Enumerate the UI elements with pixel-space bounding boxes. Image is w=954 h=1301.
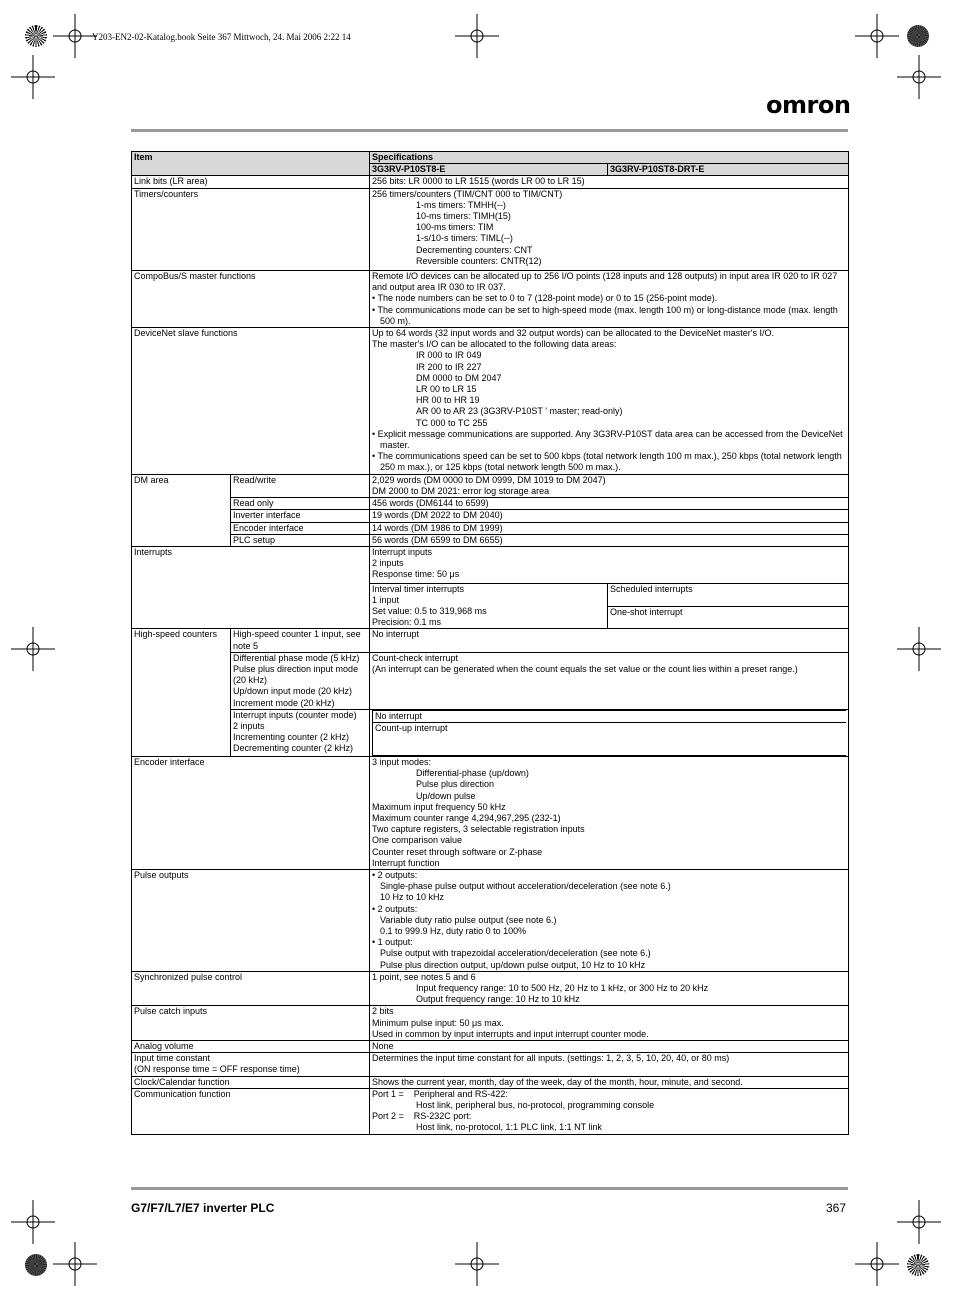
row-value: Determines the input time constant for all inputs. (settings: 1, 2, 3, 5, 10, 20, 40, or 80 ms) [370,1053,849,1076]
table-row [132,869,849,971]
text-line: The master's I/O can be allocated to the following data areas: [372,339,617,350]
row-value [370,583,608,629]
text-line: 0.1 to 999.9 Hz, duty ratio 0 to 100% [380,926,527,936]
text-line: Differential-phase (up/down) [416,768,529,779]
footer-rule [131,1187,848,1190]
table-row [132,188,849,270]
col-model-1: 3G3RV-P10ST8-E [370,164,608,176]
spec-table [131,151,849,1135]
row-value [370,474,849,497]
text-line: 1 point, see notes 5 and 6 [372,971,476,982]
table-row [132,1053,849,1076]
text-line: Interval timer interrupts [372,583,465,594]
text-line: 2 bits [372,1006,394,1017]
text-line: IR 000 to IR 049 [416,350,482,361]
table-row [132,176,849,188]
text-line: Port 2 = RS-232C port: [372,1111,472,1122]
table-row [132,271,849,328]
row-value [370,1006,849,1041]
row-value [370,756,849,869]
text-line: 3 input modes: [372,756,432,767]
table-header-row [132,152,849,164]
row-label: Timers/counters [132,188,370,270]
bullet-item: • 2 outputs: [372,904,846,915]
sub-label: Read only [231,498,370,510]
row-value: 256 bits: LR 0000 to LR 1515 (words LR 00 to LR 15) [370,176,849,188]
sub-label: PLC setup [231,534,370,546]
text-line: 1 input [372,594,400,605]
text-line: Host link, no-protocol, 1:1 PLC link, 1:1 NT link [416,1122,602,1133]
text-line: Maximum input frequency 50 kHz [372,801,506,812]
row-value: Shows the current year, month, day of the week, day of the month, hour, minute, and second. [370,1076,849,1088]
row-value [370,971,849,1006]
bullet-item: • The communications speed can be set to 500 kbps (total network length 100 m max.), 250 kbps (total network length 250 m max.), or 125 kbps (total network length 500 m max.). [372,451,846,473]
sub-label: High-speed counter 1 input, see note 5 [231,629,370,652]
header-rule [131,129,848,132]
row-label: Clock/Calendar function [132,1076,370,1088]
text-line: 2 inputs [233,720,265,731]
text-line: Used in common by input interrupts and input interrupt counter mode. [372,1028,649,1039]
text-line: 1-s/10-s timers: TIML(--) [416,233,513,244]
bullet-item: • The communications mode can be set to high-speed mode (max. length 100 m) or long-distance mode (max. length 500 m). [372,305,846,327]
table-row [132,1076,849,1088]
text-line: 1-ms timers: TMHH(--) [416,199,506,210]
text-line: Up/down pulse [416,790,476,801]
text-line: Increment mode (20 kHz) [233,697,335,708]
text-line: No interrupt [373,710,847,722]
text-line: Input time constant [134,1053,211,1064]
row-value [370,1088,849,1134]
table-row [132,522,849,534]
row-value: 56 words (DM 6599 to DM 6655) [370,534,849,546]
text-line: 256 timers/counters (TIM/CNT 000 to TIM/CNT) [372,188,563,199]
row-value: No interrupt [370,629,849,652]
text-line: Variable duty ratio pulse output (see note 6.) [380,914,557,925]
footer-title: G7/F7/L7/E7 inverter PLC [131,1201,275,1215]
col-model-2: 3G3RV-P10ST8-DRT-E [608,164,849,176]
row-label [132,1053,370,1076]
row-value: Scheduled interrupts [608,583,849,606]
text-line: 10 Hz to 10 kHz [380,892,445,903]
sub-label: Read/write [231,474,370,497]
text-line: Differential phase mode (5 kHz) [233,652,360,663]
text-line: Maximum counter range 4,294,967,295 (232-1) [372,812,561,823]
text-line: Counter reset through software or Z-phase [372,846,543,857]
color-target-icon [25,25,47,47]
text-line: Input frequency range: 10 to 500 Hz, 20 Hz to 1 kHz, or 300 Hz to 20 kHz [416,983,709,994]
text-line: Up/down input mode (20 kHz) [233,686,353,697]
row-value [370,328,849,475]
row-label: DeviceNet slave functions [132,328,370,475]
row-value: 19 words (DM 2022 to DM 2040) [370,510,849,522]
bullet-item: • The node numbers can be set to 0 to 7 (128-point mode) or 0 to 15 (256-point mode). [372,293,846,304]
text-line: Up to 64 words (32 input words and 32 output words) can be allocated to the DeviceNet master's I/O. [372,328,774,339]
bullet-item: • 1 output: [372,937,846,948]
row-label: Encoder interface [132,756,370,869]
table-row [132,1088,849,1134]
text-line: 2 inputs [372,558,404,569]
text-line: 100-ms timers: TIM [416,222,494,233]
text-line: Pulse plus direction input mode (20 kHz) [233,663,359,686]
table-row [132,652,849,709]
text-line: 2,029 words (DM 0000 to DM 0999, DM 1019 to DM 2047) [372,474,606,485]
text-line: Response time: 50 μs [372,569,460,580]
text-line: DM 2000 to DM 2021: error log storage area [372,485,550,496]
text-line: (ON response time = OFF response time) [134,1064,300,1075]
book-note: Y203-EN2-02-Katalog.book Seite 367 Mittwoch, 24. Mai 2006 2:22 14 [92,32,351,42]
row-value [370,271,849,328]
row-label: Link bits (LR area) [132,176,370,188]
row-value: One-shot interrupt [608,606,849,629]
table-row [132,756,849,869]
row-label: Pulse outputs [132,869,370,971]
sub-label [231,709,370,756]
table-row [132,709,849,756]
bullet-item: • 2 outputs: [372,870,846,881]
col-item: Item [132,152,370,176]
table-row [132,1006,849,1041]
text-line: Host link, peripheral bus, no-protocol, programming console [416,1100,655,1111]
sub-label [231,652,370,709]
row-value [370,546,849,583]
row-value: 14 words (DM 1986 to DM 1999) [370,522,849,534]
text-line: Count-up interrupt [373,722,847,755]
row-label: CompoBus/S master functions [132,271,370,328]
text-line: Port 1 = Peripheral and RS-422: [372,1088,508,1099]
text-line: Two capture registers, 3 selectable registration inputs [372,824,585,835]
text-line: LR 00 to LR 15 [416,384,477,395]
table-row [132,629,849,652]
table-row [132,474,849,497]
row-value [370,188,849,270]
text-line: Incrementing counter (2 kHz) [233,732,350,743]
text-line: Set value: 0.5 to 319,968 ms [372,605,487,616]
table-row [132,534,849,546]
text-line: AR 00 to AR 23 (3G3RV-P10ST ' master; read-only) [416,406,623,417]
row-label: Analog volume [132,1041,370,1053]
table-row [132,971,849,1006]
text-line: Output frequency range: 10 Hz to 10 kHz [416,994,580,1005]
text-line: 10-ms timers: TIMH(15) [416,211,511,222]
row-label: Synchronized pulse control [132,971,370,1006]
text-line: Interrupt inputs [372,546,433,557]
text-line: Decrementing counters: CNT [416,244,533,255]
text-line: Pulse plus direction [416,779,495,790]
row-value [370,709,849,756]
omron-logo: omron [766,91,851,119]
table-row [132,498,849,510]
nested-table [372,710,846,756]
text-line: Interrupt function [372,857,440,868]
row-label: Pulse catch inputs [132,1006,370,1041]
table-row [132,510,849,522]
bullet-item: • Explicit message communications are supported. Any 3G3RV-P10ST data area can be accessed from the DeviceNet master. [372,429,846,451]
table-row [132,546,849,583]
sub-label: Inverter interface [231,510,370,522]
text-line: Precision: 0.1 ms [372,617,442,628]
page-number: 367 [826,1201,847,1215]
sub-label: Encoder interface [231,522,370,534]
table-row [132,328,849,475]
color-target-icon [907,1254,929,1276]
text-line: Decrementing counter (2 kHz) [233,743,354,754]
text-line: HR 00 to HR 19 [416,395,480,406]
row-value [370,652,849,709]
text-line: Count-check interrupt [372,652,459,663]
row-label: DM area [132,474,231,546]
table-row [132,1041,849,1053]
text-line: Pulse output with trapezoidal acceleration/deceleration (see note 6.) [380,948,651,959]
text-line: IR 200 to IR 227 [416,361,482,372]
col-specs: Specifications [370,152,849,164]
text-line: Minimum pulse input: 50 μs max. [372,1017,504,1028]
row-label: High-speed counters [132,629,231,757]
color-target-icon [25,1254,47,1276]
text-line: One comparison value [372,835,463,846]
text-line: Pulse plus direction output, up/down pulse output, 10 Hz to 10 kHz [380,959,646,970]
text-line: Single-phase pulse output without acceleration/deceleration (see note 6.) [380,881,671,892]
color-target-icon [907,25,929,47]
text-line: Interrupt inputs (counter mode) [233,709,357,720]
text-line: TC 000 to TC 255 [416,417,488,428]
row-label: Communication function [132,1088,370,1134]
row-label: Interrupts [132,546,370,628]
text-line: (An interrupt can be generated when the count equals the set value or the count lies within a preset range.) [372,663,798,674]
row-value: 456 words (DM6144 to 6599) [370,498,849,510]
row-value: None [370,1041,849,1053]
text-line: Reversible counters: CNTR(12) [416,255,542,266]
text-line: Remote I/O devices can be allocated up to 256 I/O points (128 inputs and 128 outputs) in input area IR 020 to IR 027 and output area IR 030 to IR 037. [372,271,838,293]
text-line: DM 0000 to DM 2047 [416,372,502,383]
row-value [370,869,849,971]
